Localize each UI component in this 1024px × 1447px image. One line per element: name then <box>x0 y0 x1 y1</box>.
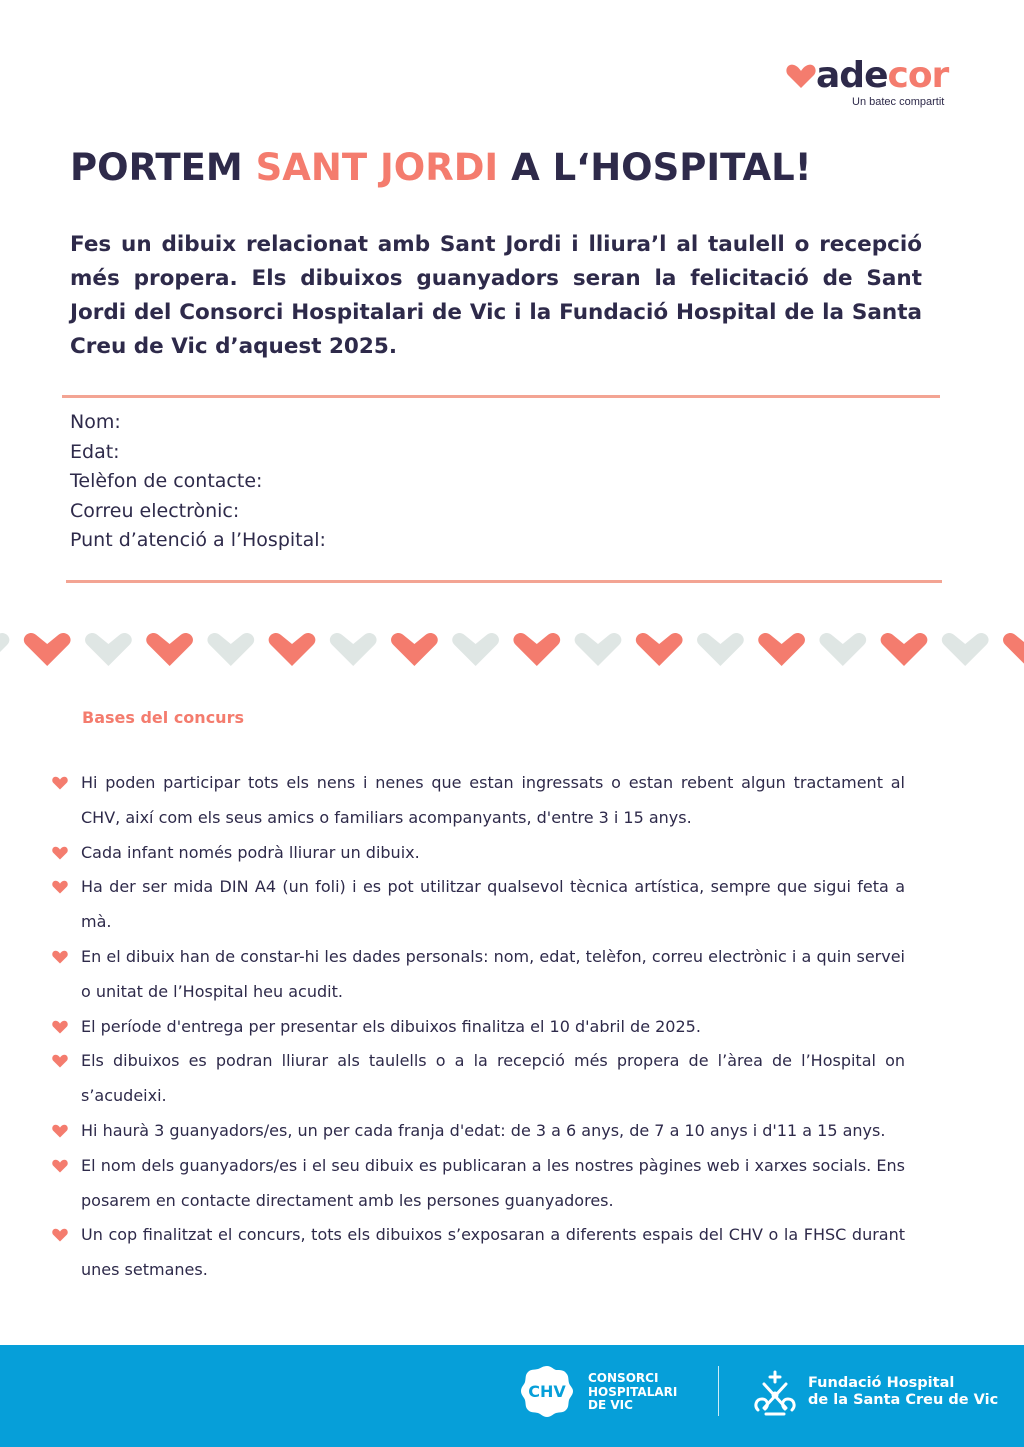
strip-heart <box>24 633 71 666</box>
strip-heart <box>0 633 9 666</box>
heart-bullet-icon <box>52 846 68 860</box>
strip-heart <box>513 633 560 666</box>
title-accent: SANT JORDI <box>255 146 499 189</box>
page-title <box>70 142 970 194</box>
strip-heart <box>758 633 805 666</box>
field-name: Nom: <box>70 411 121 433</box>
rule-text: El període d'entrega per presentar els dibuixos finalitza el 10 d'abril de 2025. <box>81 1016 701 1036</box>
strip-heart <box>819 633 866 666</box>
field-phone: Telèfon de contacte: <box>70 470 263 492</box>
fhsc-name <box>808 1375 998 1409</box>
rule-text: El nom dels guanyadors/es i el seu dibuix es publicaran a les nostres pàgines web i xarxes socials. Ens posarem en contacte directament amb les persones guanyadores. <box>81 1155 905 1210</box>
heart-bullet-icon <box>52 1054 68 1068</box>
heart-bullet-icon <box>52 776 68 790</box>
strip-heart <box>697 633 744 666</box>
rule-text: Hi poden participar tots els nens i nenes que estan ingressats o estan rebent algun tractament al CHV, així com els seus amics o familiars acompanyants, d'entre 3 i 15 anys. <box>81 773 905 827</box>
rules-list <box>52 766 905 1288</box>
rule-item <box>52 870 905 940</box>
chv-line: DE VIC <box>588 1398 633 1412</box>
rule-item <box>52 1149 905 1219</box>
heart-bullet-icon <box>52 1124 68 1138</box>
heart-bullet-icon <box>52 1228 68 1242</box>
vadecor-wordmark <box>786 56 948 96</box>
rule-text: Cada infant només podrà lliurar un dibuix. <box>81 842 420 862</box>
wordmark-ade: ade <box>816 55 888 96</box>
strip-heart <box>452 633 499 666</box>
strip-heart <box>207 633 254 666</box>
rule-item <box>52 1010 905 1045</box>
rule-item <box>52 836 905 871</box>
heart-strip <box>0 628 1024 672</box>
rule-text: En el dibuix han de constar-hi les dades personals: nom, edat, telèfon, correu electrònic i a quin servei o unitat de l’Hospital heu acudit. <box>81 946 905 1001</box>
strip-heart <box>146 633 193 666</box>
rule-text: Els dibuixos es podran lliurar als taulells o a la recepció més propera de l’àrea de l’Hospital on s’acudeixi. <box>81 1051 905 1106</box>
title-part1: PORTEM <box>70 146 256 189</box>
strip-heart <box>85 633 132 666</box>
rule-item <box>52 1114 905 1149</box>
rule-text: Un cop finalitzat el concurs, tots els dibuixos s’exposaran a diferents espais del CHV o la FHSC durant unes setmanes. <box>81 1225 905 1280</box>
rule-item <box>52 766 905 836</box>
bases-title: Bases del concurs <box>82 708 244 727</box>
strip-heart <box>269 633 316 666</box>
rule-text: Hi haurà 3 guanyadors/es, un per cada franja d'edat: de 3 a 6 anys, de 7 a 10 anys i d'11 a 15 anys. <box>81 1120 886 1140</box>
strip-heart <box>575 633 622 666</box>
rule-item <box>52 940 905 1010</box>
form-fields <box>70 408 870 556</box>
chv-badge-icon <box>520 1364 574 1418</box>
divider-bottom <box>66 580 942 583</box>
logo-heart-icon <box>786 63 816 89</box>
chv-name <box>588 1372 677 1413</box>
strip-heart <box>330 633 377 666</box>
divider-top <box>62 395 940 398</box>
title-part2: A L‘HOSPITAL! <box>498 146 812 189</box>
heart-bullet-icon <box>52 880 68 894</box>
rule-item <box>52 1044 905 1114</box>
logo-tagline: Un batec compartit <box>852 96 945 108</box>
rule-item <box>52 1218 905 1288</box>
strip-heart <box>1003 633 1024 666</box>
strip-heart <box>881 633 928 666</box>
wordmark-cor: cor <box>887 55 949 96</box>
strip-heart <box>636 633 683 666</box>
heart-bullet-icon <box>52 1020 68 1034</box>
footer-divider <box>718 1366 719 1416</box>
rule-text: Ha der ser mida DIN A4 (un foli) i es pot utilitzar qualsevol tècnica artística, sempre que sigui feta a mà. <box>81 877 905 932</box>
field-age: Edat: <box>70 440 120 463</box>
heart-bullet-icon <box>52 1159 68 1173</box>
field-service-point: Punt d’atenció a l’Hospital: <box>70 529 326 551</box>
chv-badge-label: CHV <box>528 1382 566 1401</box>
field-email: Correu electrònic: <box>70 499 240 522</box>
strip-heart <box>391 633 438 666</box>
fhsc-line: de la Santa Creu de Vic <box>808 1392 999 1408</box>
chv-line: CONSORCI <box>588 1371 659 1385</box>
heart-bullet-icon <box>52 950 68 964</box>
fhsc-emblem-icon <box>752 1366 798 1418</box>
vadecor-logo <box>786 56 976 112</box>
chv-line: HOSPITALARI <box>588 1384 678 1399</box>
fhsc-line: Fundació Hospital <box>808 1375 955 1391</box>
intro-paragraph: Fes un dibuix relacionat amb Sant Jordi i lliura’l al taulell o recepció més propera. Els dibuixos guanyadors seran la felicitació de Sant Jordi del Consorci Hospitalari de Vic i la Fundació Hospital de la Santa Creu de Vic d’aquest 2025. <box>70 232 922 359</box>
strip-heart <box>942 633 989 666</box>
